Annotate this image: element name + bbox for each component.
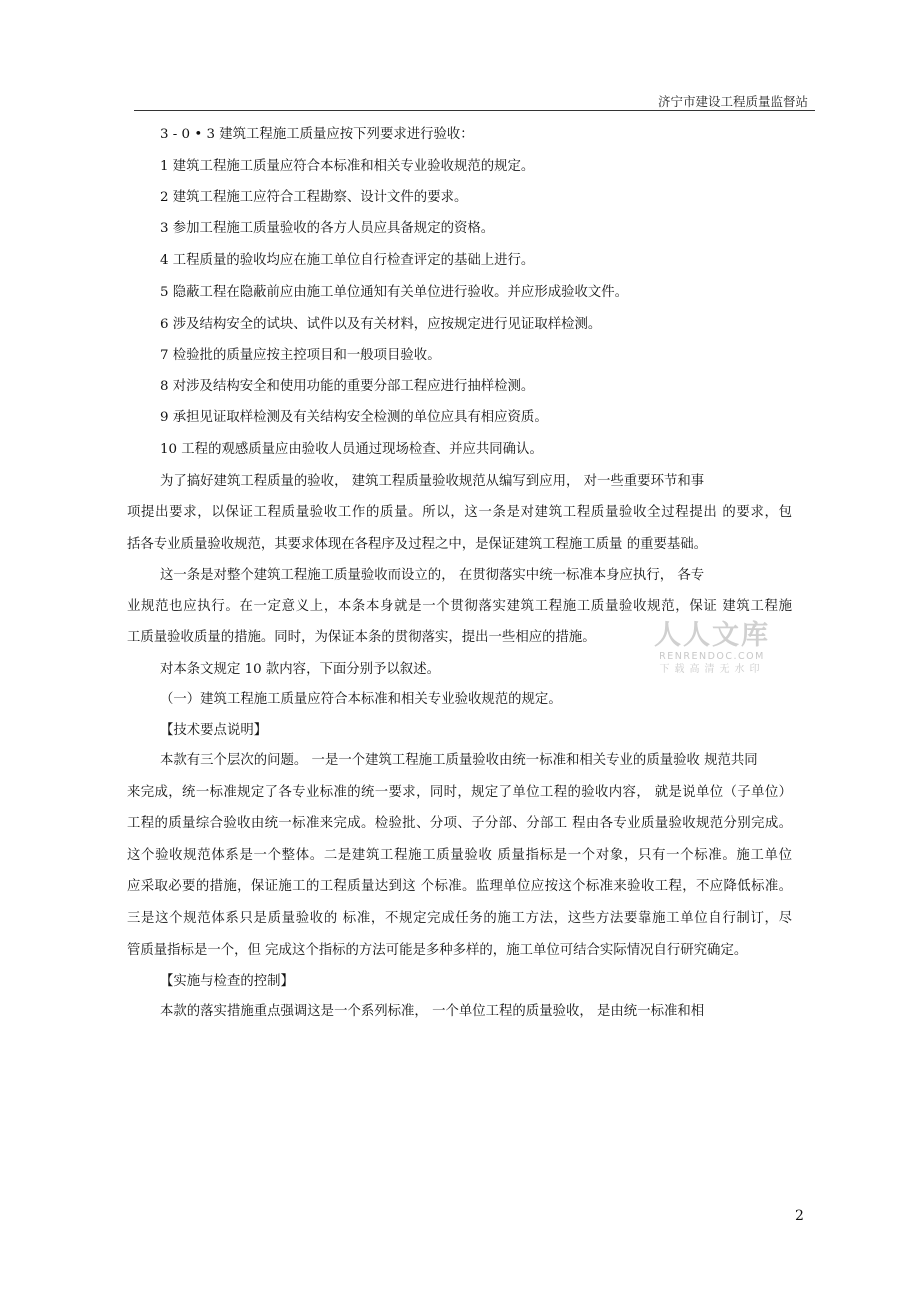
paragraph-line: 这一条是对整个建筑工程施工质量验收而设立的， 在贯彻落实中统一标准本身应执行， 各专 xyxy=(160,568,705,583)
list-item: 2 建筑工程施工应符合工程勘察、设计文件的要求。 xyxy=(160,190,468,205)
list-item: 8 对涉及结构安全和使用功能的重要分部工程应进行抽样检测。 xyxy=(160,379,535,394)
paragraph-line: 业规范也应执行。在一定意义上，本条本身就是一个贯彻落实建筑工程施工质量验收规范，保证 建筑工程施 xyxy=(127,599,792,614)
header-rule xyxy=(134,110,815,111)
list-item: 10 工程的观感质量应由验收人员通过现场检查、并应共同确认。 xyxy=(160,442,543,457)
paragraph-line: 工程的质量综合验收由统一标准来完成。检验批、分项、子分部、分部工 程由各专业质量验收规范分别完成。 xyxy=(127,816,792,831)
list-item: 1 建筑工程施工质量应符合本标准和相关专业验收规范的规定。 xyxy=(160,159,535,174)
paragraph-line: 为了搞好建筑工程质量的验收， 建筑工程质量验收规范从编写到应用， 对一些重要环节和事 xyxy=(160,474,705,489)
subsection-heading: 【实施与检查的控制】 xyxy=(160,974,294,989)
paragraph-line: 本款有三个层次的问题。 一是一个建筑工程施工质量验收由统一标准和相关专业的质量验收 规范共同 xyxy=(160,753,758,768)
paragraph-line: 来完成，统一标准规定了各专业标准的统一要求，同时，规定了单位工程的验收内容， 就是说单位（子单位） xyxy=(127,785,792,800)
paragraph-line: 这个验收规范体系是一个整体。二是建筑工程施工质量验收 质量指标是一个对象，只有一个标准。施工单位 xyxy=(127,848,792,863)
paragraph-line: 管质量指标是一个，但 完成这个指标的方法可能是多种多样的，施工单位可结合实际情况自行研究确定。 xyxy=(127,943,748,958)
paragraph-line: 对本条文规定 10 款内容，下面分别予以叙述。 xyxy=(160,662,440,677)
clause-heading: 3 - 0 • 3 建筑工程施工质量应按下列要求进行验收： xyxy=(160,127,474,142)
watermark xyxy=(650,621,774,677)
list-item: 4 工程质量的验收均应在施工单位自行检查评定的基础上进行。 xyxy=(160,253,535,268)
page-number: 2 xyxy=(795,1208,804,1224)
paragraph-line: 项提出要求，以保证工程质量验收工作的质量。所以，这一条是对建筑工程质量验收全过程提出 的要求，包 xyxy=(127,505,792,520)
list-item: 5 隐蔽工程在隐蔽前应由施工单位通知有关单位进行验收。并应形成验收文件。 xyxy=(160,285,629,300)
paragraph-line: 本款的落实措施重点强调这是一个系列标准， 一个单位工程的质量验收， 是由统一标准和相 xyxy=(160,1004,705,1019)
list-item: 6 涉及结构安全的试块、试件以及有关材料，应按规定进行见证取样检测。 xyxy=(160,317,602,332)
watermark-tagline: 下载高清无水印 xyxy=(659,664,765,675)
list-item: 3 参加工程施工质量验收的各方人员应具备规定的资格。 xyxy=(160,221,495,236)
subsection-heading: 【技术要点说明】 xyxy=(160,723,268,738)
paragraph-line: 三是这个规范体系只是质量验收的 标准，不规定完成任务的施工方法，这些方法要靠施工单位自行制订，尽 xyxy=(127,911,792,926)
paragraph-line: 应采取必要的措施，保证施工的工程质量达到这 个标准。监理单位应按这个标准来验收工程，不应降低标准。 xyxy=(127,879,792,894)
watermark-domain: RENRENDOC.COM xyxy=(659,651,765,662)
paragraph-line: 工质量验收质量的措施。同时，为保证本条的贯彻落实，提出一些相应的措施。 xyxy=(127,630,596,645)
watermark-title: 人人文库 xyxy=(654,620,770,651)
list-item: 9 承担见证取样检测及有关结构安全检测的单位应具有相应资质。 xyxy=(160,410,548,425)
section-heading: （一）建筑工程施工质量应符合本标准和相关专业验收规范的规定。 xyxy=(160,692,562,707)
header-organization: 济宁市建设工程质量监督站 xyxy=(657,94,808,109)
paragraph-line: 括各专业质量验收规范，其要求体现在各程序及过程之中，是保证建筑工程施工质量 的重要基础。 xyxy=(127,537,708,552)
list-item: 7 检验批的质量应按主控项目和一般项目验收。 xyxy=(160,348,441,363)
